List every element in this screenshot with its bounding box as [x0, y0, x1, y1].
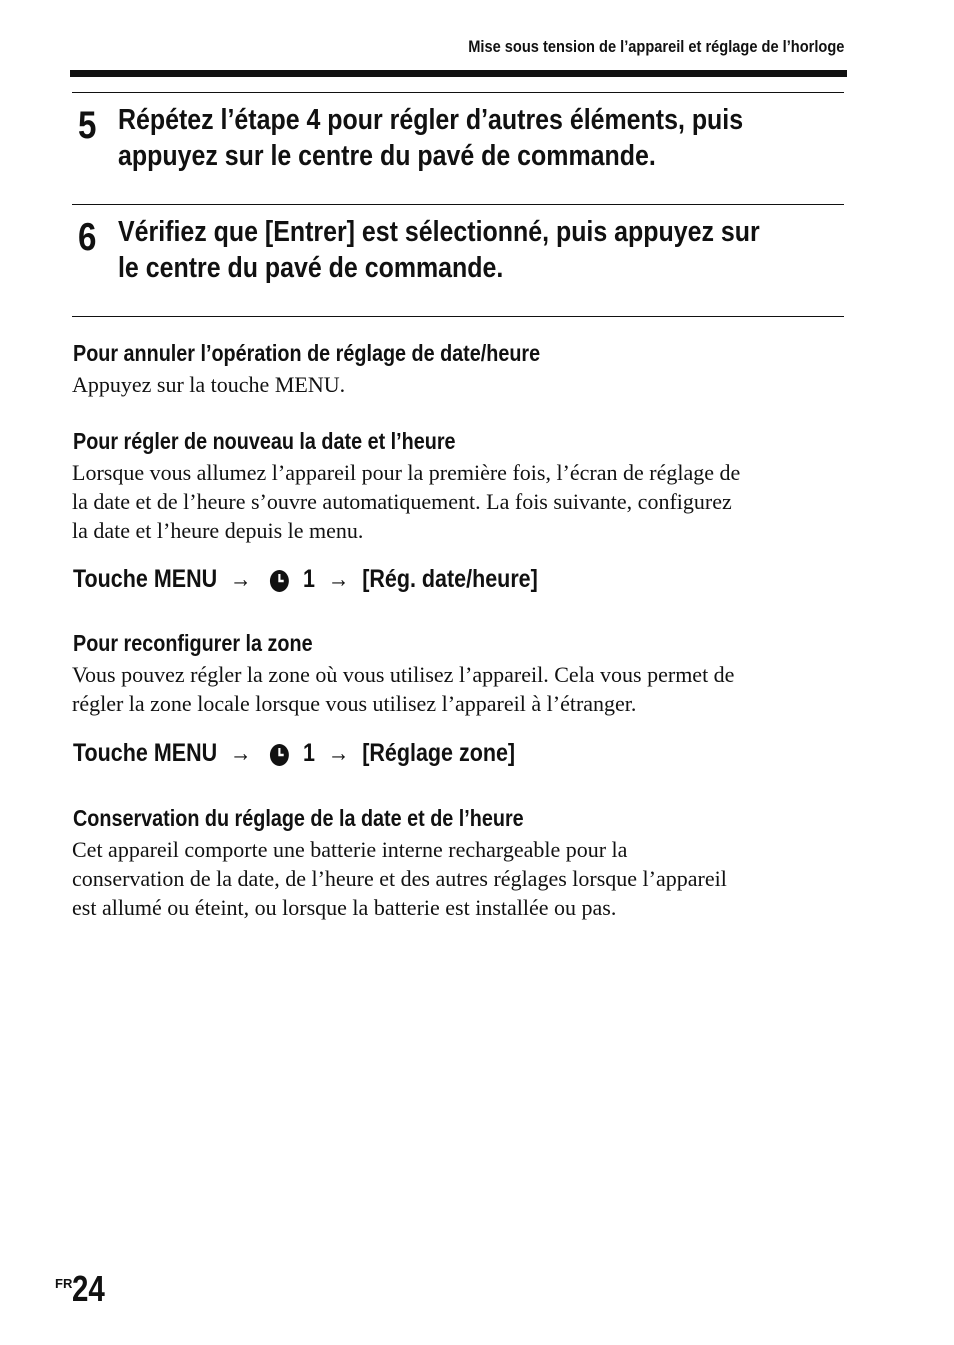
- menu-page-number: 1: [303, 564, 315, 593]
- step-line: appuyez sur le centre du pavé de commande.: [118, 140, 656, 172]
- arrow-icon: →: [229, 738, 252, 767]
- menu-path-target: [Réglage zone]: [362, 738, 516, 767]
- menu-path-date: [73, 564, 538, 594]
- arrow-icon: →: [229, 564, 252, 593]
- section-heading-zone: Pour reconfigurer la zone: [73, 630, 313, 656]
- header-rule: [70, 70, 847, 77]
- menu-page-number: 1: [303, 738, 315, 767]
- running-header: Mise sous tension de l’appareil et réglage de l’horloge: [467, 37, 844, 56]
- step-number: 5: [78, 104, 97, 147]
- clock-icon: [268, 742, 290, 768]
- step-divider: [72, 316, 844, 317]
- menu-path-start: Touche MENU: [73, 738, 218, 767]
- page-number-value: 24: [72, 1268, 106, 1309]
- clock-icon: [268, 568, 290, 594]
- step-divider: [72, 204, 844, 205]
- section-heading-conservation: Conservation du réglage de la date et de l’heure: [73, 805, 524, 831]
- page-number: [55, 1268, 112, 1310]
- section-body-reset: Lorsque vous allumez l’appareil pour la première fois, l’écran de réglage de la date et de l’heure s’ouvre automatiquement. La fois suivante, configurez la date et l’heure depuis le menu.: [72, 460, 741, 543]
- step-line: Vérifiez que [Entrer] est sélectionné, puis appuyez sur: [118, 216, 760, 248]
- section-body-zone: Vous pouvez régler la zone où vous utilisez l’appareil. Cela vous permet de régler la zone locale lorsque vous utilisez l’appareil à l’étranger.: [72, 662, 735, 716]
- menu-path-zone: [73, 738, 515, 768]
- step-line: le centre du pavé de commande.: [118, 252, 504, 284]
- arrow-icon: →: [327, 564, 350, 593]
- step-instruction: [118, 102, 823, 174]
- section-heading-reset: Pour régler de nouveau la date et l’heure: [73, 428, 456, 454]
- menu-path-start: Touche MENU: [73, 564, 218, 593]
- step-line: Répétez l’étape 4 pour régler d’autres éléments, puis: [118, 104, 744, 136]
- language-code: FR: [55, 1276, 73, 1291]
- section-body-conservation: Cet appareil comporte une batterie interne rechargeable pour la conservation de la date, de l’heure et des autres réglages lorsque l’appareil est allumé ou éteint, ou lorsque la batterie est installée ou pas.: [72, 837, 727, 920]
- step-number: 6: [78, 216, 97, 259]
- menu-path-target: [Rég. date/heure]: [362, 564, 538, 593]
- step-divider: [72, 92, 844, 93]
- arrow-icon: →: [327, 738, 350, 767]
- section-body-cancel: Appuyez sur la touche MENU.: [72, 372, 346, 397]
- step-instruction: [118, 214, 823, 286]
- section-heading-cancel: Pour annuler l’opération de réglage de date/heure: [73, 340, 541, 366]
